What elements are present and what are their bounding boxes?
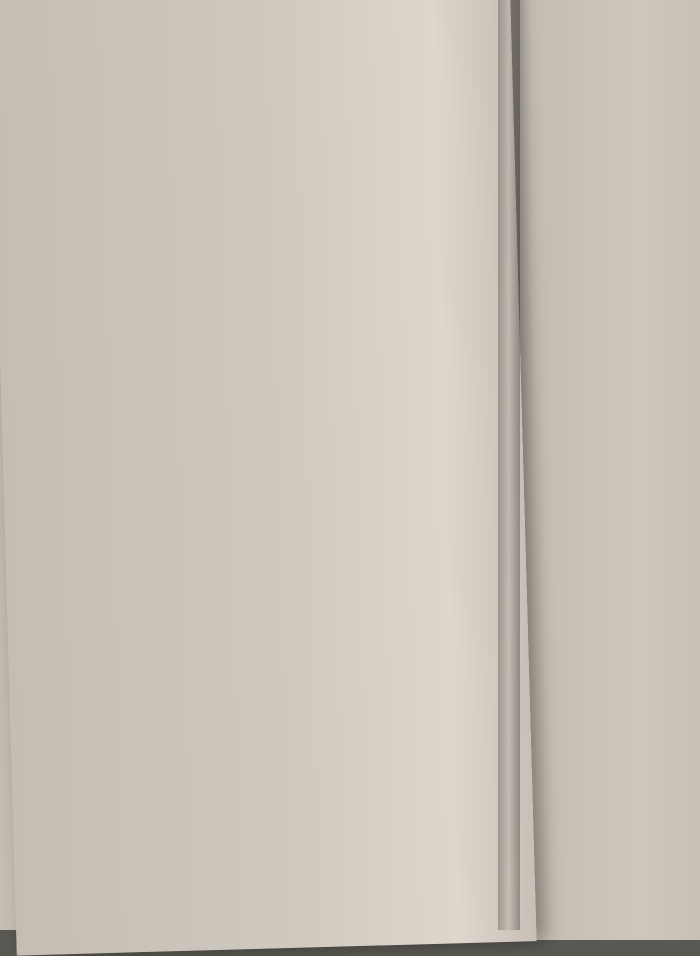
right-page <box>506 0 700 940</box>
book-gutter <box>498 0 520 930</box>
toc-left-page <box>30 18 501 102</box>
part-heading <box>31 58 501 88</box>
part-label <box>31 80 156 83</box>
